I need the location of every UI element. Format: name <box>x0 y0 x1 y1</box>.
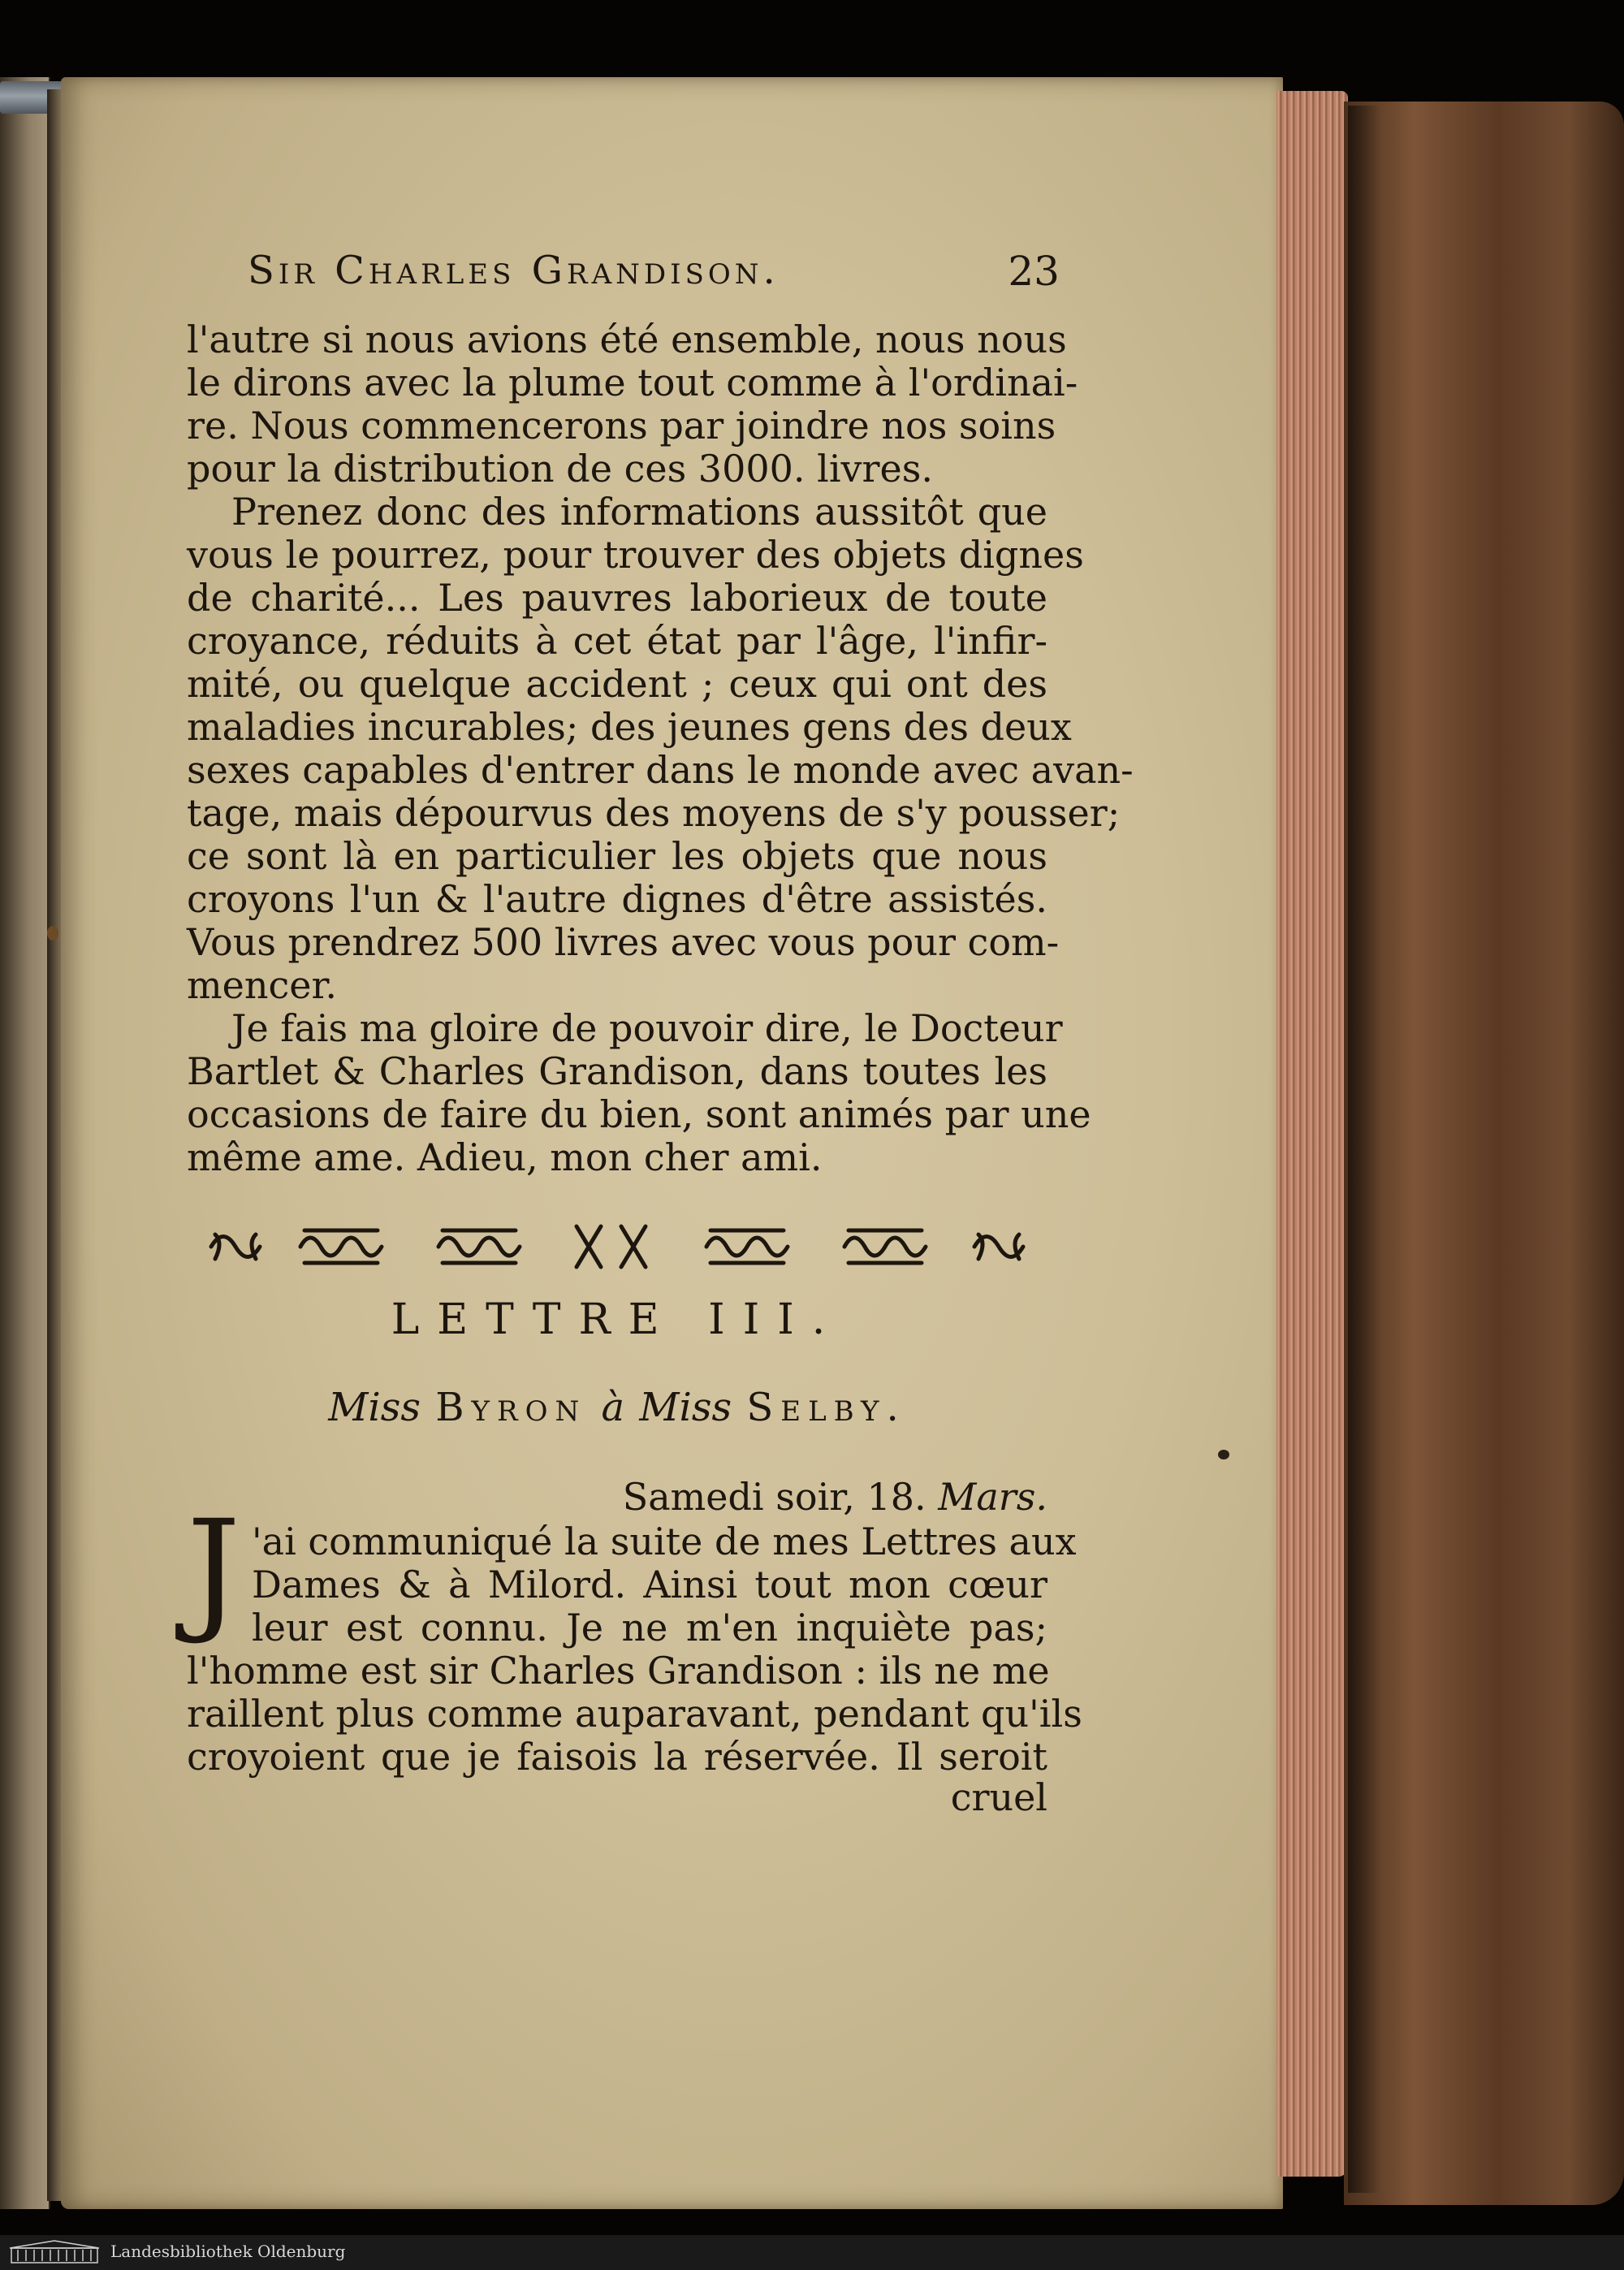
text-line: mencer. <box>187 963 338 1007</box>
text-line: leur est connu. Je ne m'en inquiète pas; <box>252 1606 1047 1650</box>
text-line: croyons l'un & l'autre dignes d'être assistés. <box>187 877 1047 921</box>
text-line: maladies incurables; des jeunes gens des deux <box>187 705 1072 749</box>
dateline-month: Mars. <box>938 1475 1047 1519</box>
catchword: cruel <box>950 1775 1047 1819</box>
dateline <box>623 1474 1047 1520</box>
page-number: 23 <box>1008 248 1060 295</box>
text-line: même ame. Adieu, mon cher ami. <box>187 1135 823 1179</box>
leather-binding <box>1344 102 1624 2205</box>
text-line: le dirons avec la plume tout comme à l'ordinai- <box>187 361 1078 404</box>
text-line: 'ai communiqué la suite de mes Lettres aux <box>252 1520 1077 1563</box>
verso-page-edge <box>0 77 50 2209</box>
address-recipient: Selby. <box>746 1385 906 1430</box>
text-line: re. Nous commencerons par joindre nos soins <box>187 404 1056 448</box>
text-line: de charité... Les pauvres laborieux de toute <box>187 576 1047 620</box>
letter-heading: LETTRE III. <box>391 1295 844 1344</box>
footer-bar <box>0 2235 1624 2270</box>
text-line: croyance, réduits à cet état par l'âge, l'infir- <box>187 619 1047 663</box>
page-fore-edge <box>1276 91 1348 2177</box>
text-line: sexes capables d'entrer dans le monde avec avan- <box>187 748 1134 792</box>
drop-cap: J <box>187 1491 241 1647</box>
text-line: vous le pourrez, pour trouver des objets dignes <box>187 533 1084 577</box>
text-line: Prenez donc des informations aussitôt que <box>231 490 1047 534</box>
text-line: Je fais ma gloire de pouvoir dire, le Docteur <box>231 1006 1063 1050</box>
text-line: Dames & à Milord. Ainsi tout mon cœur <box>252 1563 1047 1606</box>
text-line: croyoient que je faisois la réservée. Il seroit <box>187 1735 1047 1779</box>
printer-ornament <box>203 1214 1039 1279</box>
letter-address <box>187 1385 1047 1430</box>
text-line: ce sont là en particulier les objets que nous <box>187 834 1047 878</box>
address-title: Miss <box>328 1385 421 1430</box>
text-line: l'autre si nous avions été ensemble, nous nous <box>187 318 1067 361</box>
address-preposition: à <box>601 1385 625 1430</box>
library-name: Landesbibliothek Oldenburg <box>110 2242 346 2261</box>
address-title: Miss <box>639 1385 732 1430</box>
running-head <box>248 248 1060 305</box>
paper-stain <box>47 926 58 940</box>
address-sender: Byron <box>435 1385 587 1430</box>
text-line: Bartlet & Charles Grandison, dans toutes les <box>187 1049 1047 1093</box>
text-line: pour la distribution de ces 3000. livres. <box>187 447 933 491</box>
running-title: Sir Charles Grandison. <box>248 248 780 293</box>
text-line: Vous prendrez 500 livres avec vous pour com- <box>187 920 1060 964</box>
dateline-text: Samedi soir, 18. <box>622 1475 926 1519</box>
text-line: l'homme est sir Charles Grandison : ils ne me <box>187 1649 1050 1693</box>
library-building-logo <box>6 2238 102 2266</box>
binding-shadow <box>1348 106 1380 2193</box>
text-line: occasions de faire du bien, sont animés par une <box>187 1092 1091 1136</box>
text-line: mité, ou quelque accident ; ceux qui ont des <box>187 662 1047 706</box>
text-line: raillent plus comme auparavant, pendant qu'ils <box>187 1692 1082 1736</box>
paper-stain <box>1218 1450 1229 1459</box>
text-line: tage, mais dépourvus des moyens de s'y pousser; <box>187 791 1121 835</box>
